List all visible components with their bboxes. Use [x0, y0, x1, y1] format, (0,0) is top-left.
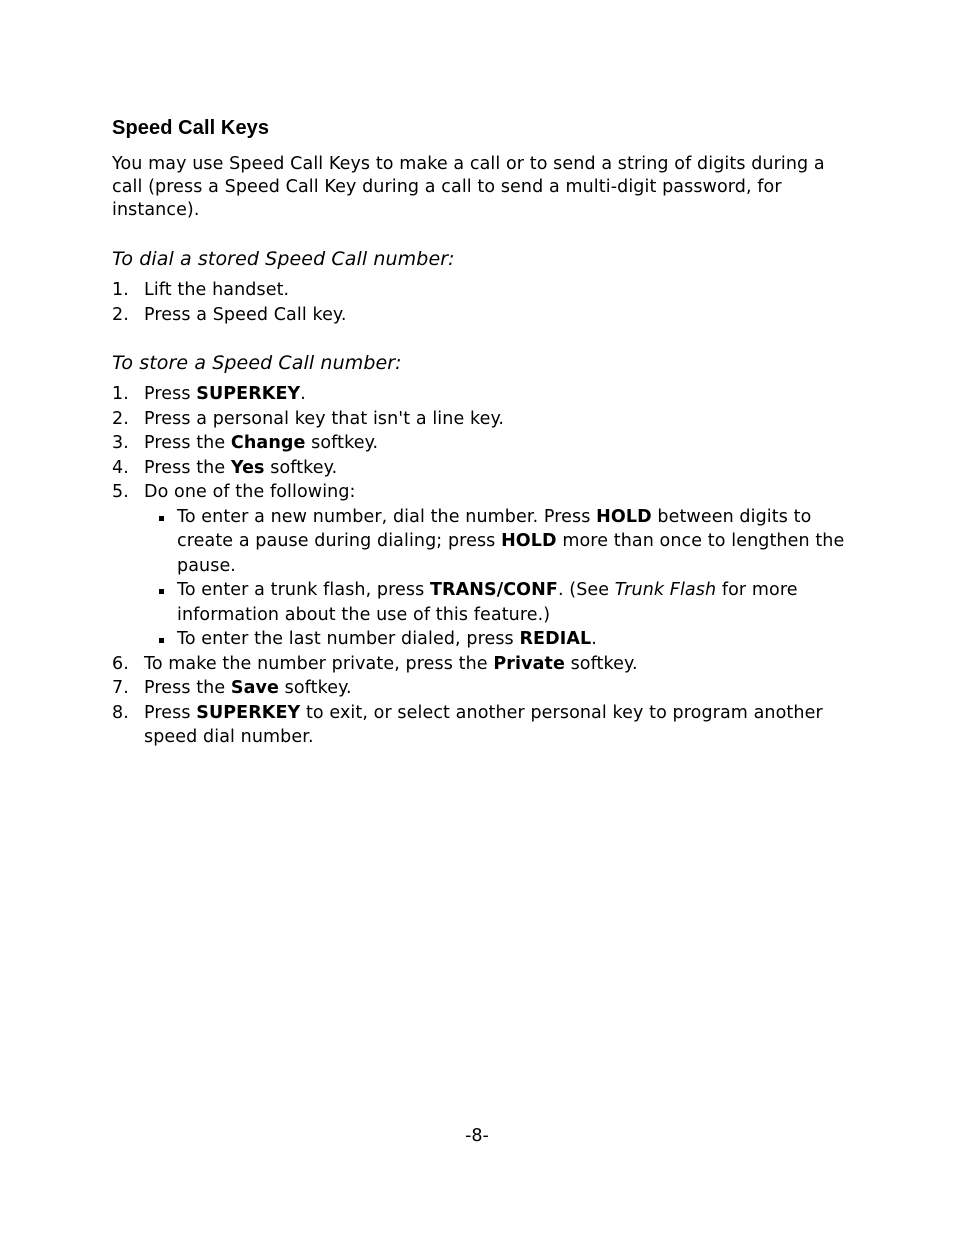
step-number: 6. — [112, 653, 129, 674]
step-text: Press SUPERKEY to exit, or select another personal key to program another speed dial number. — [144, 702, 823, 747]
step-text: Press a personal key that isn't a line key. — [144, 408, 505, 429]
key-name: SUPERKEY — [196, 384, 301, 404]
list-item — [112, 652, 852, 677]
document-page — [112, 0, 852, 1235]
store-procedure-heading: To store a Speed Call number: — [112, 352, 402, 374]
key-name: HOLD — [501, 531, 557, 551]
key-name: HOLD — [596, 506, 652, 527]
key-name: Private — [493, 653, 565, 674]
step-text: Press the Save softkey. — [144, 678, 352, 698]
step-number: 2. — [112, 304, 129, 325]
list-item — [112, 278, 852, 303]
step-text: Press SUPERKEY. — [144, 384, 306, 404]
step-text: Press a Speed Call key. — [144, 304, 347, 325]
list-item — [112, 382, 852, 407]
step-text: Press the Change softkey. — [144, 433, 379, 453]
option-item: To enter a new number, dial the number. Press HOLD between digits to create a pause during dialing; press HOLD more than once to lengthen the pause. — [144, 505, 852, 579]
list-item — [112, 303, 852, 328]
list-item — [112, 431, 852, 456]
dial-steps-list — [112, 278, 852, 327]
list-item — [112, 480, 852, 652]
step-text: To make the number private, press the Private softkey. — [144, 653, 638, 674]
step-number: 5. — [112, 482, 129, 502]
intro-paragraph: You may use Speed Call Keys to make a call or to send a string of digits during a call (press a Speed Call Key during a call to send a multi-digit password, for instance). — [112, 154, 825, 220]
option-item: To enter a trunk flash, press TRANS/CONF. (See Trunk Flash for more information about the use of this feature.) — [144, 578, 852, 627]
step-text: Lift the handset. — [144, 280, 290, 300]
cross-reference: Trunk Flash — [614, 580, 717, 600]
key-name: Save — [230, 678, 279, 698]
dial-procedure-heading: To dial a stored Speed Call number: — [112, 248, 455, 270]
bullet-icon — [159, 516, 164, 521]
list-item — [112, 701, 852, 750]
step-number: 1. — [112, 280, 129, 300]
step-number: 7. — [112, 678, 129, 698]
step-text: Press the Yes softkey. — [144, 457, 338, 478]
list-item — [112, 676, 852, 701]
step-number: 4. — [112, 457, 129, 478]
key-name: Change — [230, 433, 306, 453]
page-number: -8- — [465, 1126, 489, 1146]
step-number: 3. — [112, 433, 129, 453]
key-name: REDIAL — [519, 629, 592, 649]
bullet-icon — [159, 589, 164, 594]
step-number: 8. — [112, 702, 129, 723]
list-item — [112, 456, 852, 481]
bullet-icon — [159, 638, 164, 643]
key-name: Yes — [230, 457, 265, 478]
step-number: 2. — [112, 408, 129, 429]
step-text: Do one of the following: — [144, 482, 356, 502]
key-name: SUPERKEY — [196, 702, 301, 723]
options-list — [144, 505, 852, 652]
store-steps-list — [112, 382, 852, 750]
key-name: TRANS/CONF — [430, 580, 558, 600]
option-item: To enter the last number dialed, press REDIAL. — [144, 627, 852, 652]
step-number: 1. — [112, 384, 129, 404]
list-item — [112, 407, 852, 432]
section-title: Speed Call Keys — [112, 117, 270, 139]
